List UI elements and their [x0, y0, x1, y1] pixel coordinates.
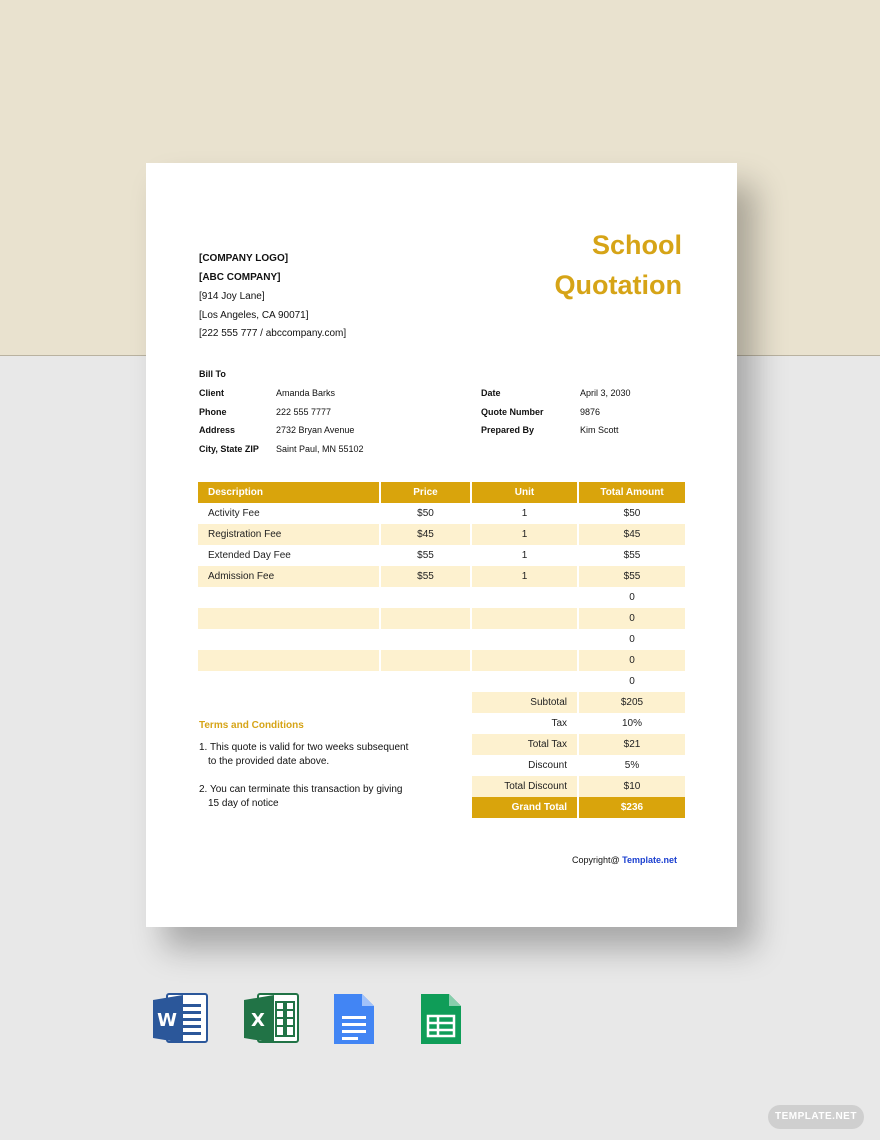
client-label: Client: [199, 388, 225, 398]
items-table: [198, 482, 687, 692]
svg-text:X: X: [251, 1010, 265, 1031]
header-unit: Unit: [471, 482, 578, 503]
phone-label: Phone: [199, 407, 227, 417]
company-logo-placeholder: [COMPANY LOGO]: [199, 253, 289, 264]
table-row: 0: [198, 587, 686, 608]
document-title: School Quotation: [554, 230, 682, 300]
city-label: City, State ZIP: [199, 444, 259, 454]
phone-value: 222 555 7777: [276, 407, 332, 417]
summary-table: [472, 692, 687, 818]
terms-heading: Terms and Conditions: [199, 720, 304, 731]
header-price: Price: [380, 482, 471, 503]
word-icon[interactable]: [153, 992, 209, 1046]
table-row: 0: [198, 608, 686, 629]
summary-row-total-discount: Total Discount $10: [472, 776, 686, 797]
quotation-document: [146, 163, 737, 927]
address-value: 2732 Bryan Avenue: [276, 425, 355, 435]
table-row: Registration Fee $45 1 $45: [198, 524, 686, 545]
prepared-by-value: Kim Scott: [580, 425, 619, 435]
template-net-watermark: TEMPLATE.NET: [768, 1105, 864, 1129]
summary-row-subtotal: Subtotal $205: [472, 692, 686, 713]
term-item-2: 2. You can terminate this transaction by giving 15 day of notice: [199, 784, 403, 809]
address-label: Address: [199, 425, 236, 435]
company-city: [Los Angeles, CA 90071]: [199, 310, 309, 321]
header-total-amount: Total Amount: [578, 482, 686, 503]
quote-number-label: Quote Number: [481, 407, 544, 417]
table-row: 0: [198, 629, 686, 650]
svg-text:W: W: [157, 1010, 177, 1031]
company-contact: [222 555 777 / abccompany.com]: [199, 328, 347, 339]
term-item-1: 1. This quote is valid for two weeks subsequent to the provided date above.: [199, 742, 409, 767]
prepared-by-label: Prepared By: [481, 425, 535, 435]
table-row: 0: [198, 671, 686, 692]
google-sheets-icon[interactable]: [413, 992, 469, 1046]
company-street: [914 Joy Lane]: [199, 291, 265, 302]
table-row: 0: [198, 650, 686, 671]
date-value: April 3, 2030: [580, 388, 631, 398]
copyright: Copyright@ Template.net: [572, 855, 677, 865]
excel-icon[interactable]: [244, 992, 300, 1046]
items-header-row: [198, 482, 686, 503]
table-row: Admission Fee $55 1 $55: [198, 566, 686, 587]
city-value: Saint Paul, MN 55102: [276, 444, 364, 454]
client-value: Amanda Barks: [276, 388, 336, 398]
table-row: Activity Fee $50 1 $50: [198, 503, 686, 524]
summary-row-discount: Discount 5%: [472, 755, 686, 776]
summary-row-tax: Tax 10%: [472, 713, 686, 734]
summary-row-total-tax: Total Tax $21: [472, 734, 686, 755]
copyright-link[interactable]: Template.net: [622, 855, 677, 865]
google-docs-icon[interactable]: [326, 992, 382, 1046]
table-row: Extended Day Fee $55 1 $55: [198, 545, 686, 566]
bill-to-heading: Bill To: [199, 369, 226, 379]
summary-row-grand-total: Grand Total $236: [472, 797, 686, 818]
date-label: Date: [481, 388, 501, 398]
quote-number-value: 9876: [580, 407, 601, 417]
header-description: Description: [198, 482, 380, 503]
company-name: [ABC COMPANY]: [199, 272, 281, 283]
